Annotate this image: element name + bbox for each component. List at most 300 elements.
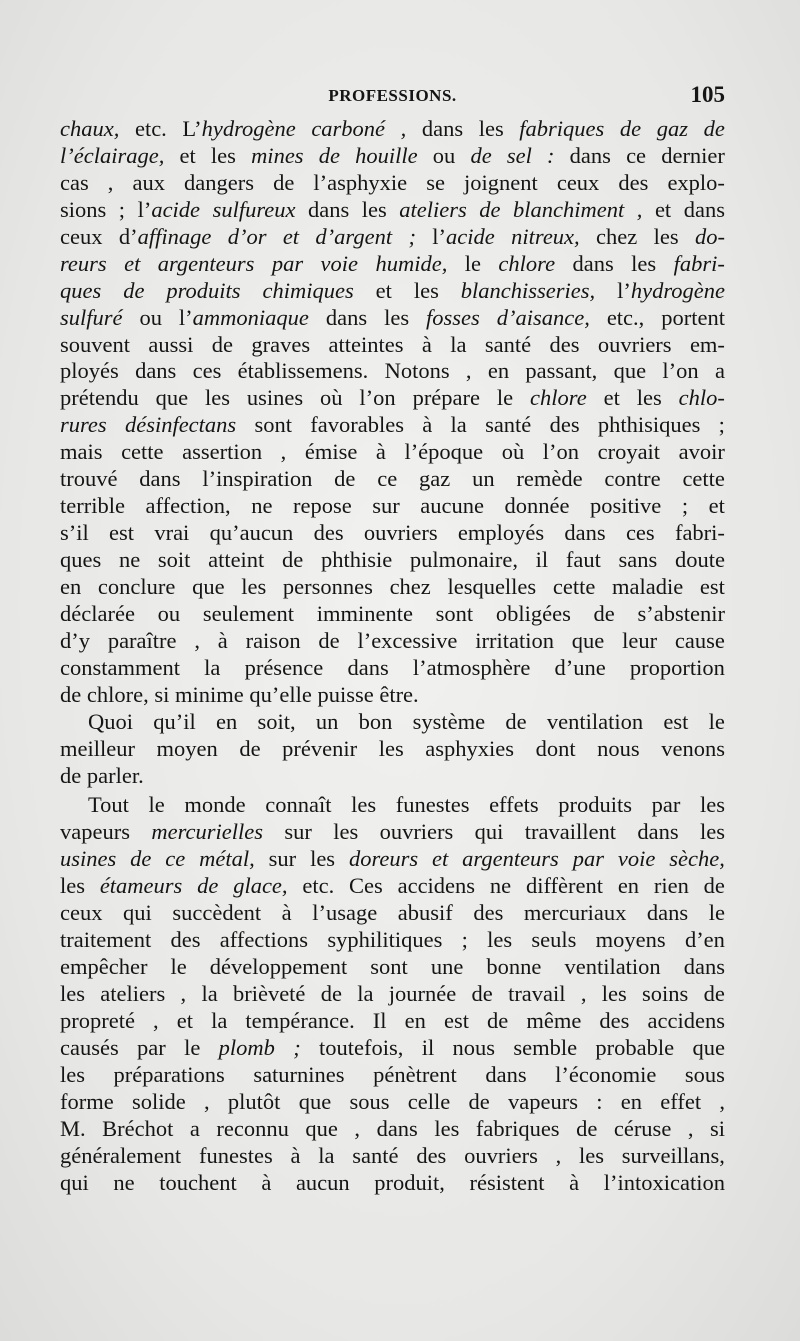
word: leur [622, 627, 658, 653]
word: aussi [148, 331, 194, 357]
word: de [239, 735, 261, 761]
word: à [261, 1169, 272, 1195]
word: faut [565, 547, 601, 572]
word: aucun [295, 1169, 350, 1195]
word: les [699, 819, 725, 845]
word: obligées [495, 600, 571, 626]
page-header [60, 82, 725, 112]
word: le [170, 954, 187, 980]
word: surveillans, [621, 1142, 725, 1168]
word: de [320, 981, 342, 1006]
word: qu’il [153, 708, 196, 734]
word: minime [174, 681, 244, 707]
word: reconnu [216, 1115, 289, 1141]
word: houille [355, 142, 418, 168]
word: l’ammoniaque [178, 304, 309, 330]
word: ; [408, 223, 416, 249]
text-line [60, 846, 725, 873]
word: de [197, 873, 219, 899]
word: santé [484, 331, 532, 357]
word: ateliers [399, 196, 467, 222]
word: métal, [199, 846, 255, 872]
word: dans [485, 1061, 527, 1087]
word: de [60, 762, 82, 788]
word: dans [347, 654, 389, 680]
word: qui [474, 819, 504, 845]
word: cette [682, 466, 725, 492]
text-line [60, 628, 725, 655]
word: dans [139, 466, 181, 492]
text-line [60, 224, 725, 251]
word: ventilation [564, 954, 661, 980]
body-text [60, 116, 725, 1197]
word: causés [60, 1034, 119, 1060]
text-line [60, 143, 725, 170]
text-line [60, 547, 725, 574]
word: dont [535, 735, 576, 761]
word: de [468, 1088, 490, 1114]
word: Bréchot [102, 1115, 174, 1141]
word: a [714, 358, 725, 384]
word: Notons [384, 358, 450, 384]
word: établissemens. [237, 358, 369, 384]
word: seuls [531, 927, 577, 953]
word: où [320, 385, 343, 411]
text-line [60, 332, 725, 359]
word: mais [60, 439, 103, 465]
word: de [703, 981, 725, 1006]
word: les [378, 735, 404, 761]
word: dernier [661, 142, 725, 168]
word: et [176, 1007, 193, 1033]
word: que [692, 1034, 725, 1060]
word: de [130, 846, 152, 872]
word: saturnines [253, 1061, 345, 1087]
word: et [375, 277, 392, 303]
word: si [709, 1115, 725, 1141]
word: ployés [60, 358, 119, 384]
text-line [60, 819, 725, 846]
word: vapeurs [507, 1088, 578, 1114]
word: en [487, 358, 510, 384]
text-line [60, 439, 725, 466]
word: dans [376, 1115, 418, 1141]
word: de [273, 169, 295, 195]
word: affections [219, 927, 309, 953]
text-line [60, 520, 725, 547]
word: effet [660, 1088, 702, 1114]
text-line [60, 170, 725, 197]
word: bon [358, 708, 393, 734]
word: Il [372, 1007, 387, 1033]
word: succèdent [172, 900, 262, 926]
word: travaillent [524, 819, 616, 845]
word: de [282, 547, 304, 572]
word: des [549, 331, 580, 357]
word: humide, [375, 250, 448, 276]
word: qu’elle [249, 681, 312, 707]
word: diffèrent [525, 873, 603, 899]
word: le [184, 1034, 201, 1060]
word: , [719, 1088, 725, 1114]
word: une [430, 954, 464, 980]
word: s’abstenir [637, 600, 725, 626]
word: d’y [60, 627, 90, 653]
word: l’époque [404, 439, 484, 465]
word: effets [489, 792, 539, 818]
word: glace, [233, 873, 288, 899]
text-line [60, 873, 725, 900]
word: bonne [486, 954, 542, 980]
word: joignent [464, 169, 538, 195]
word: qui [60, 1169, 89, 1195]
word: qui [123, 900, 152, 926]
text-line [60, 493, 725, 520]
text-line [60, 385, 725, 412]
word: semble [513, 1034, 578, 1060]
word: a [189, 1115, 200, 1141]
word: repose [292, 493, 352, 519]
word: atteint [208, 547, 265, 572]
word: sur [372, 493, 400, 519]
word: un [315, 708, 339, 734]
word: , [194, 627, 200, 653]
word: favorables [310, 412, 404, 438]
word: généralement [60, 1142, 182, 1168]
word: celle [407, 1088, 451, 1114]
word: même [526, 1007, 582, 1033]
word: ou [157, 600, 181, 626]
word: est [443, 1007, 469, 1033]
word: etc., [606, 304, 645, 330]
word: cette [552, 573, 596, 599]
word: prétendu [60, 385, 139, 411]
word: touchent [159, 1169, 237, 1195]
text-line [60, 954, 725, 981]
word: la [204, 654, 221, 680]
word: rien [653, 873, 689, 899]
word: les [601, 981, 627, 1006]
text-line [60, 251, 725, 278]
word: ; [681, 493, 689, 519]
word: l’asphyxie [313, 169, 408, 195]
word: ouvriers [464, 1142, 538, 1168]
word: ; [293, 1034, 301, 1060]
word: la [450, 412, 467, 438]
word: à [217, 627, 228, 653]
word: remède [516, 466, 583, 492]
word: dans [421, 116, 464, 141]
word: les [205, 385, 230, 411]
word: produits [166, 277, 241, 303]
word: ceux [556, 169, 600, 195]
text-line [60, 1008, 725, 1035]
word: le [708, 900, 725, 926]
word: trouvé [60, 466, 118, 492]
word: etc. [302, 873, 335, 899]
word: ceux [60, 900, 103, 926]
word: sulfuré [60, 304, 123, 330]
word: le [708, 708, 725, 734]
word: , [687, 1115, 694, 1141]
word: les [487, 927, 513, 953]
word: de [479, 196, 501, 222]
word: l’excessive [357, 627, 458, 653]
word: produit, [374, 1169, 445, 1195]
word: de [703, 116, 725, 141]
word: en [620, 1088, 643, 1114]
word: usines [60, 846, 117, 872]
word: traitement [60, 927, 152, 953]
word: meilleur [60, 735, 135, 761]
word: : [547, 142, 555, 168]
text-line [60, 1089, 725, 1116]
word: que [571, 627, 605, 653]
word: les [636, 385, 662, 411]
word: par [651, 792, 681, 818]
word: de [123, 277, 145, 303]
word: parler. [86, 762, 144, 788]
word: d’affinage [118, 223, 212, 249]
word: funestes [395, 792, 470, 818]
word: les [478, 116, 504, 141]
word: voie [320, 250, 359, 276]
word: à [569, 1169, 580, 1195]
word: et [654, 196, 672, 222]
word: émise [304, 439, 358, 465]
word: sont [435, 600, 474, 626]
word: développement [209, 954, 348, 980]
word: mines [251, 142, 304, 168]
text-line [60, 709, 725, 736]
word: sel [506, 142, 532, 168]
word: de [60, 681, 82, 707]
word: dans [135, 358, 177, 384]
word: gaz [419, 466, 451, 492]
word: ou [139, 304, 162, 330]
word: raison [245, 627, 301, 653]
word: plutôt [227, 1088, 281, 1114]
word: conclure [97, 573, 176, 599]
word: brièveté [232, 981, 306, 1006]
text-line [60, 116, 725, 143]
word: ouvriers [363, 520, 438, 546]
word: et [432, 846, 449, 872]
word: empêcher [60, 954, 148, 980]
word: monde [184, 792, 246, 818]
word: en [216, 708, 238, 734]
word: , [465, 358, 472, 384]
word: Ces [349, 873, 383, 899]
word: prépare [412, 385, 481, 411]
word: par [271, 250, 304, 276]
text-line [60, 792, 725, 819]
text-line [60, 278, 725, 305]
word: ces [625, 520, 655, 546]
word: se [426, 169, 445, 195]
word: fosses [426, 304, 480, 330]
word: do- [694, 223, 725, 249]
word: sans [618, 547, 658, 572]
word: et [708, 493, 725, 519]
word: les [361, 196, 387, 222]
word: désinfectans [124, 412, 237, 438]
text-line [60, 763, 725, 790]
word: positive [590, 493, 662, 519]
word: syphilitiques [327, 927, 443, 953]
word: les [384, 304, 410, 330]
word: prévenir [282, 735, 358, 761]
word: et [282, 223, 300, 249]
word: croyait [597, 439, 661, 465]
word: pulmonaire, [409, 547, 518, 572]
text-line [60, 358, 725, 385]
word: blanchiment [513, 196, 625, 222]
word: de [334, 466, 356, 492]
word: l’on [542, 439, 580, 465]
word: M. [60, 1115, 86, 1141]
word: portent [661, 304, 725, 330]
word: cette [121, 439, 164, 465]
word: chlore [530, 385, 587, 411]
word: de [211, 331, 233, 357]
word: nitreux, [511, 223, 580, 249]
word: par [572, 846, 604, 872]
word: moyen [156, 735, 218, 761]
word: les [631, 250, 657, 276]
text-line [60, 305, 725, 332]
word: le [464, 250, 481, 276]
word: la [450, 331, 467, 357]
word: dans [572, 250, 614, 276]
word: nous [597, 735, 640, 761]
word: ventilation [546, 708, 644, 734]
word: l’on [359, 385, 396, 411]
text-line [60, 981, 725, 1008]
word: santé [352, 1142, 399, 1168]
word: à [281, 900, 292, 926]
word: que [192, 573, 225, 599]
word: ne [118, 547, 141, 572]
word: ateliers [100, 981, 166, 1006]
word: en [404, 1007, 426, 1033]
word: l’atmosphère [412, 654, 531, 680]
word: l’on [662, 358, 699, 384]
word: dans [307, 196, 350, 222]
word: usines [246, 385, 304, 411]
word: produits [558, 792, 632, 818]
word: d’or [227, 223, 267, 249]
word: chaux, [60, 116, 120, 141]
word: s’il [60, 520, 89, 546]
word: chlore, [86, 681, 149, 707]
word: dans [569, 142, 611, 168]
word: puisse [317, 681, 374, 707]
word: chlore [498, 250, 556, 276]
word: de [487, 1007, 509, 1033]
word: mercuriaux [523, 900, 627, 926]
word: la [318, 1142, 335, 1168]
word: est [109, 520, 135, 546]
word: il [421, 1034, 435, 1060]
word: cause [674, 627, 725, 653]
word: de [576, 1115, 598, 1141]
word: si [154, 681, 170, 707]
word: les [351, 792, 377, 818]
word: à [375, 439, 386, 465]
word: proportion [629, 654, 725, 680]
word: déclarée [60, 600, 135, 626]
word: employés [457, 520, 545, 546]
word: donnée [504, 493, 570, 519]
text-line [60, 1116, 725, 1143]
word: soit [157, 547, 191, 572]
word: explo- [667, 169, 725, 195]
word: ne [489, 873, 512, 899]
word: Quoi [88, 708, 133, 734]
word: ces [192, 358, 222, 384]
word: de [703, 873, 725, 899]
word: des [599, 1007, 630, 1033]
word: céruse [613, 1115, 672, 1141]
word: des [618, 169, 649, 195]
word: et [179, 142, 196, 168]
word: reurs [60, 250, 107, 276]
word: tempérance. [245, 1007, 355, 1033]
text-line [60, 736, 725, 763]
word: sur [268, 846, 297, 872]
word: cas [60, 169, 89, 195]
word: les [413, 277, 439, 303]
word: ques [60, 547, 102, 572]
word: forme [60, 1088, 114, 1114]
word: des [313, 520, 344, 546]
word: et [124, 250, 141, 276]
word: contre [604, 466, 661, 492]
word: soit, [257, 708, 296, 734]
word: moyens [595, 927, 666, 953]
word: blanchisseries, [460, 277, 596, 303]
word: ouvriers [597, 331, 672, 357]
word: l’inspiration [202, 466, 313, 492]
word: ce [626, 142, 647, 168]
word: de [619, 116, 642, 141]
word: imminente [316, 600, 413, 626]
word: phthisiques [597, 412, 701, 438]
word: accidens [647, 1007, 725, 1033]
word: les [699, 792, 725, 818]
word: avoir [678, 439, 725, 465]
word: doute [674, 547, 725, 572]
word: fabriques [519, 116, 605, 141]
word: les [210, 142, 236, 168]
word: ce [377, 466, 398, 492]
word: santé [485, 412, 532, 438]
word: solide [132, 1088, 186, 1114]
word: maladie [612, 573, 684, 599]
word: de [593, 600, 615, 626]
word: où [501, 439, 525, 465]
word: les [434, 1115, 460, 1141]
word: assertion [182, 439, 263, 465]
word: l’éclairage, [60, 142, 165, 168]
word: soins [642, 981, 689, 1006]
word: est [699, 573, 725, 599]
word: paraître [107, 627, 177, 653]
word: et [603, 385, 620, 411]
text-line [60, 927, 725, 954]
word: les [241, 573, 267, 599]
